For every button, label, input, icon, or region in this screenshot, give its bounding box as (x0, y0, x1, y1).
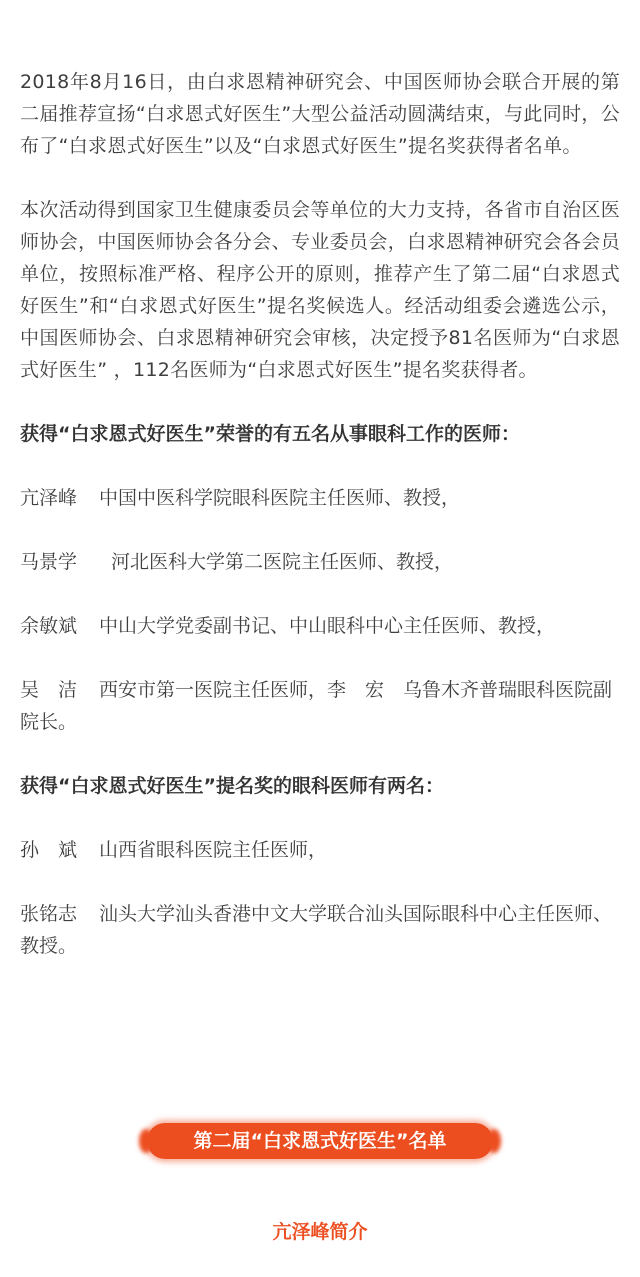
honor-heading: 获得“白求恩式好医生”荣誉的有五名从事眼科工作的医师： (20, 423, 520, 445)
nominee-row (20, 898, 620, 962)
section-banner-label: 第二届“白求恩式好医生”名单 (147, 1123, 493, 1159)
nominee-name: 孙 斌 (20, 839, 78, 861)
honoree-name: 余敏斌 (20, 615, 78, 637)
honoree-name: 吴 洁 (20, 679, 78, 701)
honoree-row (20, 546, 620, 578)
nominee-name: 张铭志 (20, 903, 78, 925)
honoree-desc: 中国中医科学院眼科医院主任医师、教授， (99, 487, 461, 509)
profile-subheading: 亢泽峰简介 (272, 1221, 368, 1243)
nominee-heading: 获得“白求恩式好医生”提名奖的眼科医师有两名： (20, 775, 444, 797)
support-paragraph: 本次活动得到国家卫生健康委员会等单位的大力支持，各省市自治区医师协会，中国医师协会各分会、专业委员会，白求恩精神研究会各会员单位，按照标准严格、程序公开的原则，推荐产生了第二届“白求恩式好医生”和“白求恩式好医生”提名奖候选人。经活动组委会遴选公示，中国医师协会、白求恩精神研究会审核，决定授予81名医师为“白求恩式好医生” ，112名医师为“白求恩式好医生”提名奖获得者。 (20, 199, 620, 381)
honoree-desc: 西安市第一医院主任医师，李 宏 乌鲁木齐普瑞眼科医院副院长。 (20, 679, 613, 733)
honoree-desc: 中山大学党委副书记、中山眼科中心主任医师、教授， (99, 615, 556, 637)
nominee-row (20, 834, 620, 866)
honoree-name: 亢泽峰 (20, 487, 78, 509)
honoree-row (20, 674, 620, 738)
honoree-desc: 河北医科大学第二医院主任医师、教授， (111, 551, 454, 573)
section-banner (0, 1123, 640, 1161)
honoree-row (20, 610, 620, 642)
nominee-desc: 汕头大学汕头香港中文大学联合汕头国际眼科中心主任医师、教授。 (20, 903, 613, 957)
article-body (20, 66, 620, 962)
intro-paragraph: 2018年8月16日，由白求恩精神研究会、中国医师协会联合开展的第二届推荐宣扬“白求恩式好医生”大型公益活动圆满结束，与此同时，公布了“白求恩式好医生”以及“白求恩式好医生”提名奖获得者名单。 (20, 71, 620, 157)
honoree-name: 马景学 (20, 551, 78, 573)
honoree-row (20, 482, 620, 514)
nominee-desc: 山西省眼科医院主任医师， (99, 839, 328, 861)
